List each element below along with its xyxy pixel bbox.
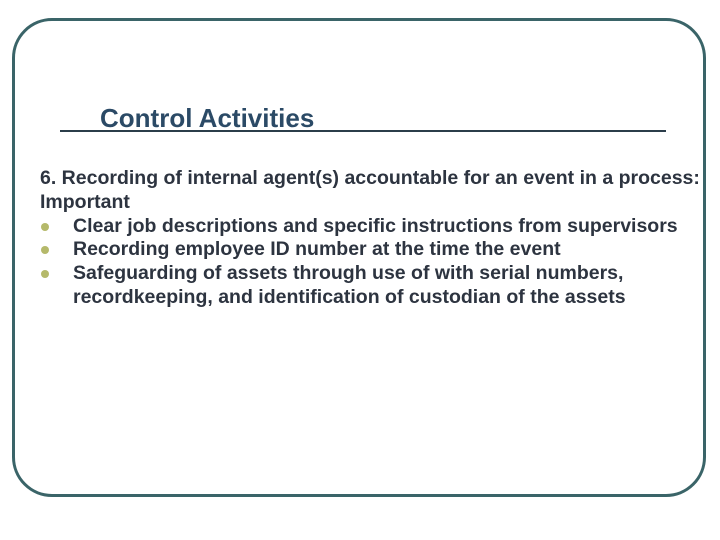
bullet-text: Clear job descriptions and specific instructions from supervisors [73, 214, 678, 237]
title-underline [60, 130, 666, 132]
list-item [40, 262, 700, 310]
bullet-text: Safeguarding of assets through use of with serial numbers, recordkeeping, and identification of custodian of the assets [73, 262, 626, 308]
bullet-text: Recording employee ID number at the time the event [73, 238, 561, 261]
bullet-list [40, 215, 700, 310]
subheading: Important [40, 190, 130, 213]
slide-body [40, 167, 700, 310]
intro-paragraph: 6. Recording of internal agent(s) accountable for an event in a process: [40, 167, 700, 189]
list-item [40, 238, 700, 262]
bullet-dot-icon [41, 246, 49, 254]
slide-title: Control Activities [100, 103, 315, 133]
bullet-dot-icon [41, 270, 49, 278]
list-item [40, 215, 700, 239]
bullet-dot-icon [41, 223, 49, 231]
